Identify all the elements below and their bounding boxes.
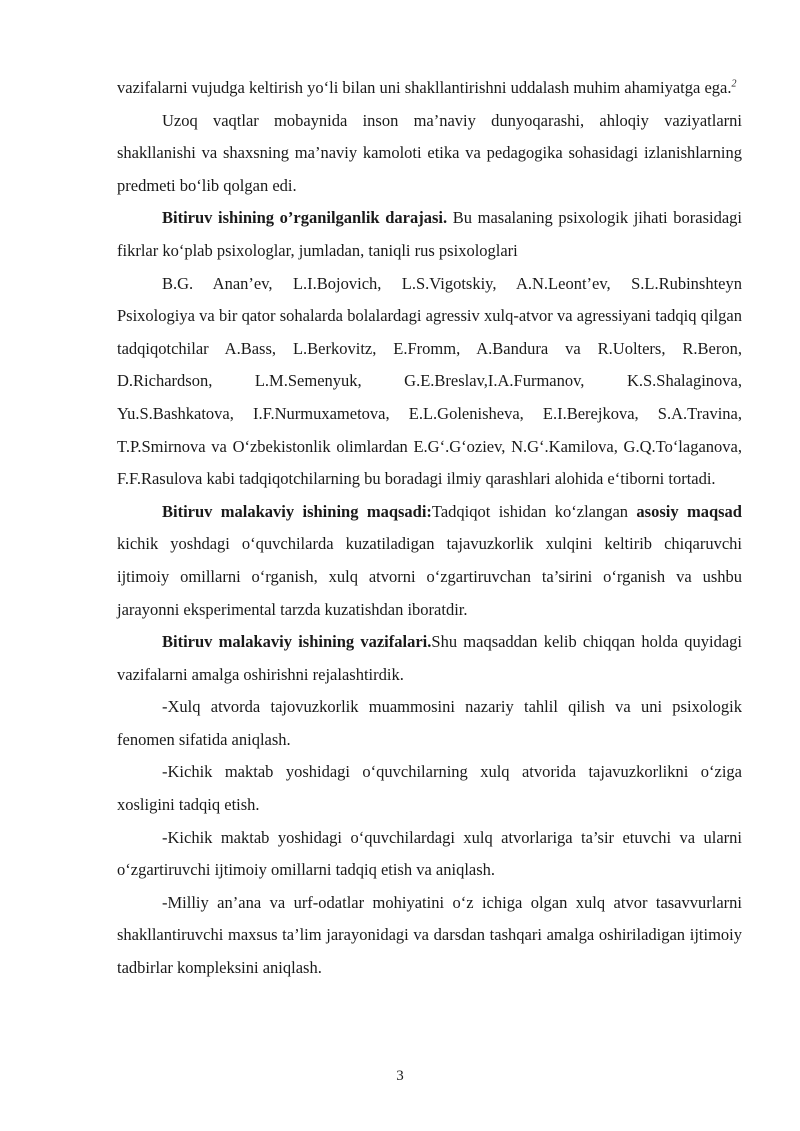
footnote-marker: 2 <box>731 78 737 90</box>
paragraph-text: Bu masalaning psixologik jihati borasidagi fikrlar ko‘plab psixologlar, jumladan, taniqli rus psixologlari <box>117 208 742 260</box>
section-heading-goal: Bitiruv malakaviy ishining maqsadi: <box>162 501 432 521</box>
task-item: -Milliy an’ana va urf-odatlar mohiyatini o‘z ichiga olgan xulq atvor tasavvurlarni shakllantiruvchi maxsus ta’lim jarayonidagi va darsdan tashqari amalga oshiriladigan ijtimoiy tadbirlar kompleksini aniqlash. <box>117 892 742 978</box>
paragraph-tasks <box>117 626 742 691</box>
section-heading-tasks: Bitiruv malakaviy ishining vazifalari. <box>162 632 432 652</box>
paragraph-text: kichik yoshdagi o‘quvchilarda kuzatiladigan tajavuzkorlik xulqini keltirib chiqaruvchi ijtimoiy omillarni o‘rganish, xulq atvorni o‘zgartiruvchan ta’sirini o‘rganish va ushbu jarayonni eksperimental tarzda kuzatishdan iboratdir. <box>117 534 742 619</box>
paragraph-text: Uzoq vaqtlar mobaynida inson ma’naviy dunyoqarashi, ahloqiy vaziyatlarni shakllanishi va shaxsning ma’naviy kamoloti etika va pedagogika sohasidagi izlanishlarning predmeti bo‘lib qolgan edi. <box>117 110 742 195</box>
paragraph-moral-worldview <box>117 105 742 203</box>
paragraph-text: Shu maqsaddan kelib chiqqan holda quyidagi vazifalarni amalga oshirishni rejalashtirdik. <box>117 632 742 684</box>
section-heading-study-level: Bitiruv ishining o’rganilganlik darajasi. <box>162 208 448 228</box>
task-item: -Kichik maktab yoshidagi o‘quvchilardagi xulq atvorlariga ta’sir etuvchi va ularni o‘zgartiruvchi ijtimoiy omillarni tadqiq etish va aniqlash. <box>117 827 742 880</box>
task-item: -Xulq atvorda tajovuzkorlik muammosini nazariy tahlil qilish va uni psixologik fenomen sifatida aniqlash. <box>117 697 742 749</box>
paragraph-text: Tadqiqot ishidan ko‘zlangan <box>431 501 637 521</box>
paragraph-intro-continuation <box>117 72 742 105</box>
paragraph-researchers <box>117 268 742 496</box>
body-text <box>117 72 742 985</box>
paragraph-study-level <box>117 202 742 267</box>
paragraph-text: B.G. Anan’ev, L.I.Bojovich, L.S.Vigotskiy, A.N.Leont’ev, S.L.Rubinshteyn Psixologiya va bir qator sohalarda bolalardagi agressiv xulq-atvor va agressiyani tadqiq qilgan tadqiqotchilar A.Bass, L.Berkovitz, E.Fromm, A.Bandura va R.Uolters, R.Beron, D.Richardson, L.M.Semenyuk, G.E.Breslav,I.A.Furmanov, K.S.Shalaginova, Yu.S.Bashkatova, I.F.Nurmuxametova, E.L.Golenisheva, E.I.Berejkova, S.A.Travina, T.P.Smirnova va O‘zbekistonlik olimlardan E.G‘.G‘oziev, N.G‘.Kamilova, G.Q.To‘laganova, F.F.Rasulova kabi tadqiqotchilarning bu boradagi ilmiy qarashlari alohida e‘tiborni tortadi. <box>117 273 742 489</box>
goal-emphasis: asosiy maqsad <box>636 501 742 521</box>
page-number: 3 <box>396 1068 404 1084</box>
paragraph-text: vazifalarni vujudga keltirish yo‘li bilan uni shakllantirishni uddalash muhim ahamiyatga ega. <box>117 78 732 97</box>
paragraph-goal <box>117 496 742 626</box>
task-item: -Kichik maktab yoshidagi o‘quvchilarning xulq atvorida tajavuzkorlikni o‘ziga xosligini tadqiq etish. <box>117 762 742 815</box>
